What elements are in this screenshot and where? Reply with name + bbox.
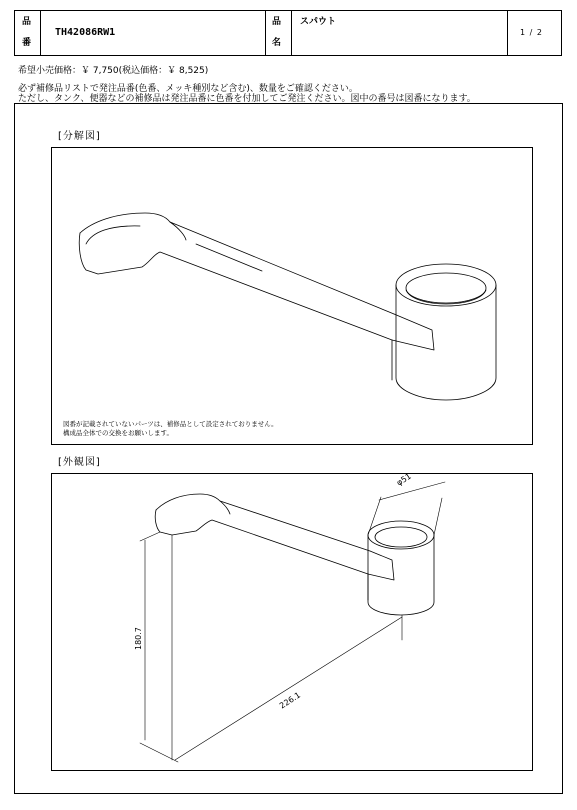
part-name-label: 品 xyxy=(272,17,282,27)
dimension-length: 226.1 xyxy=(278,690,303,711)
part-number: TH42086RW1 xyxy=(55,27,116,38)
spout-illustration-exploded xyxy=(79,213,496,400)
spout-illustration-external xyxy=(155,494,434,615)
note-line: 必ず補修品リストで発注品番(色番、メッキ種別など含む)、数量をご確認ください。 xyxy=(18,84,358,94)
dimension-lines xyxy=(140,482,445,762)
part-no-label: 番 xyxy=(22,38,32,48)
part-name: スパウト xyxy=(300,17,337,27)
page-number: 1 / 2 xyxy=(520,28,543,37)
price-line: 希望小売価格：￥ 7,750(税込価格：￥ 8,525) xyxy=(18,66,209,76)
exploded-caption: 図番が記載されていないパーツは、補修品として設定されておりません。 xyxy=(63,420,278,428)
exploded-caption: 構成品全体での交換をお願いします。 xyxy=(63,429,173,437)
note-line: ただし、タンク、便器などの補修品は発注品番に色番を付加してご発注ください。図中の番号は図番になります。 xyxy=(18,94,476,104)
part-name-label: 名 xyxy=(272,38,282,48)
dimension-diameter: φ51 xyxy=(395,471,413,488)
external-view-title: [外観図] xyxy=(58,457,101,468)
dimension-height: 180.7 xyxy=(134,627,143,650)
exploded-view-title: [分解図] xyxy=(58,131,101,142)
part-no-label: 品 xyxy=(22,17,32,27)
